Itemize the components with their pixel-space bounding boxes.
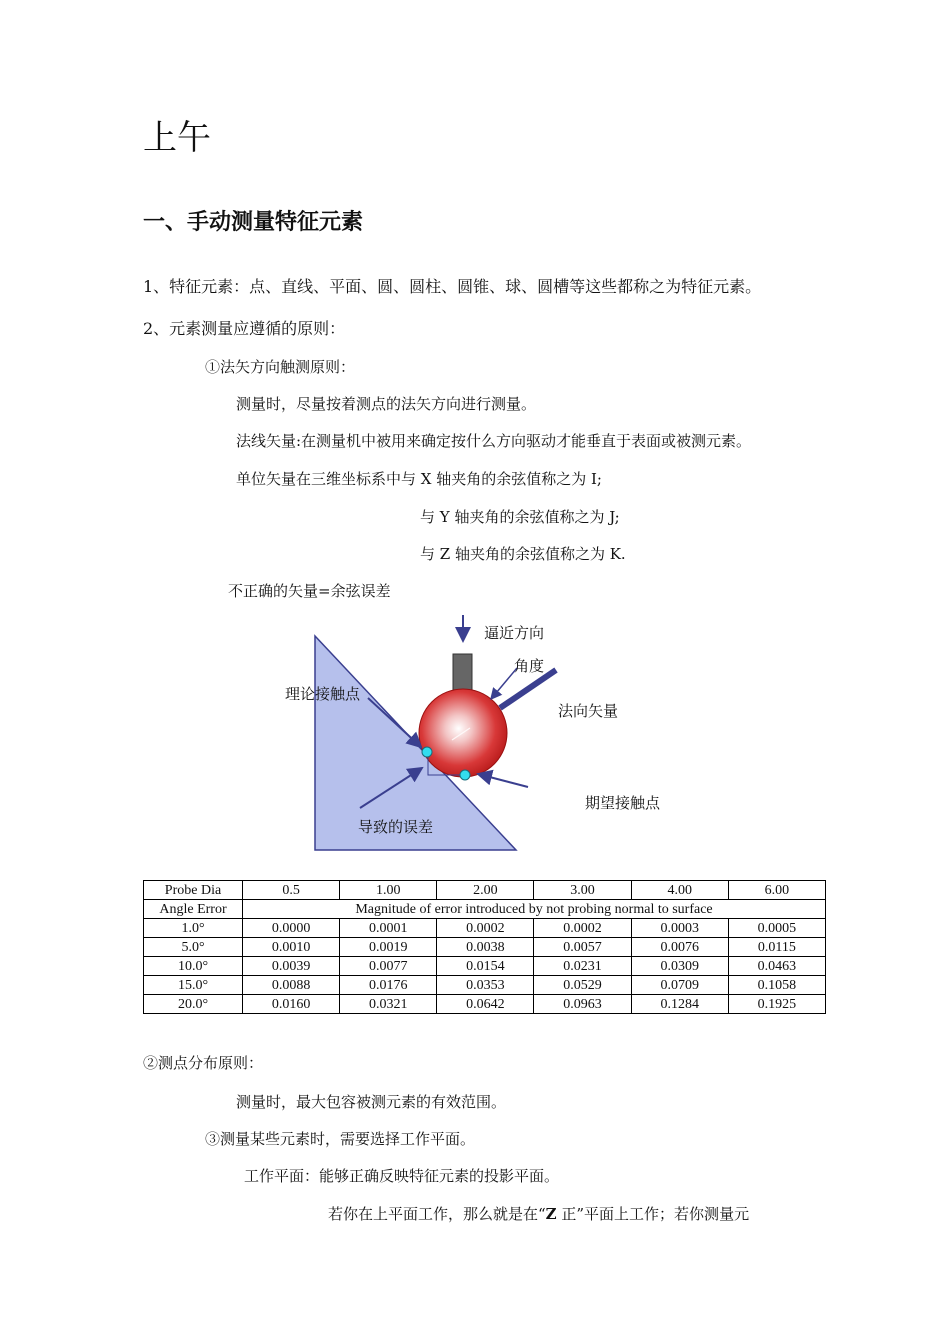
value-cell: 0.0463 bbox=[728, 957, 825, 976]
table-subheader-label: Angle Error bbox=[144, 900, 243, 919]
probe-dia-cell: 3.00 bbox=[534, 881, 631, 900]
value-cell: 0.1925 bbox=[728, 995, 825, 1014]
probe-dia-cell: 6.00 bbox=[728, 881, 825, 900]
probe-dia-cell: 2.00 bbox=[437, 881, 534, 900]
value-cell: 0.0176 bbox=[340, 976, 437, 995]
value-cell: 0.0353 bbox=[437, 976, 534, 995]
value-cell: 0.0231 bbox=[534, 957, 631, 976]
value-cell: 0.0529 bbox=[534, 976, 631, 995]
label-approach: 逼近方向 bbox=[484, 624, 545, 642]
label-normal-vector: 法向矢量 bbox=[558, 702, 619, 720]
rule1-line2: 法线矢量:在测量机中被用来确定按什么方向驱动才能垂直于表面或被测元素。 bbox=[236, 432, 752, 450]
table-row bbox=[144, 995, 826, 1014]
table-row bbox=[144, 919, 826, 938]
rule3-line1: 工作平面：能够正确反映特征元素的投影平面。 bbox=[244, 1167, 560, 1185]
value-cell: 0.0309 bbox=[631, 957, 728, 976]
page-heading: 上午 bbox=[143, 118, 211, 158]
expected-contact-point bbox=[460, 770, 470, 780]
probe-dia-cell: 0.5 bbox=[243, 881, 340, 900]
probe-dia-cell: 4.00 bbox=[631, 881, 728, 900]
rule1-title: ①法矢方向触测原则： bbox=[205, 358, 356, 376]
value-cell: 0.0001 bbox=[340, 919, 437, 938]
label-theory-contact: 理论接触点 bbox=[285, 685, 361, 703]
value-cell: 0.0154 bbox=[437, 957, 534, 976]
table-subheader-text: Magnitude of error introduced by not probing normal to surface bbox=[243, 900, 826, 919]
value-cell: 0.0642 bbox=[437, 995, 534, 1014]
theory-contact-point bbox=[422, 747, 432, 757]
expected-contact-arrow bbox=[478, 774, 528, 787]
value-cell: 0.0057 bbox=[534, 938, 631, 957]
rule1-line5: 与 Z 轴夹角的余弦值称之为 K. bbox=[420, 545, 626, 563]
table-subheader-row bbox=[144, 900, 826, 919]
value-cell: 0.0709 bbox=[631, 976, 728, 995]
probe-dia-cell: 1.00 bbox=[340, 881, 437, 900]
angle-cell: 5.0° bbox=[144, 938, 243, 957]
value-cell: 0.0003 bbox=[631, 919, 728, 938]
value-cell: 0.1058 bbox=[728, 976, 825, 995]
value-cell: 0.0000 bbox=[243, 919, 340, 938]
angle-cell: 15.0° bbox=[144, 976, 243, 995]
rule1-line3: 单位矢量在三维坐标系中与 X 轴夹角的余弦值称之为 I; bbox=[236, 470, 602, 488]
cosine-error-table bbox=[143, 880, 826, 1014]
rule1-line4: 与 Y 轴夹角的余弦值称之为 J; bbox=[420, 508, 620, 526]
section-title: 一、手动测量特征元素 bbox=[143, 210, 364, 235]
value-cell: 0.0010 bbox=[243, 938, 340, 957]
value-cell: 0.0002 bbox=[437, 919, 534, 938]
label-expected-contact: 期望接触点 bbox=[585, 794, 661, 812]
value-cell: 0.0088 bbox=[243, 976, 340, 995]
table-row bbox=[144, 976, 826, 995]
rule3-line2-part-c: 正”平面上工作；若你测量元 bbox=[556, 1205, 750, 1223]
value-cell: 0.0019 bbox=[340, 938, 437, 957]
rule1-line6: 不正确的矢量=余弦误差 bbox=[228, 582, 391, 600]
value-cell: 0.0005 bbox=[728, 919, 825, 938]
table-row bbox=[144, 957, 826, 976]
angle-cell: 1.0° bbox=[144, 919, 243, 938]
value-cell: 0.1284 bbox=[631, 995, 728, 1014]
value-cell: 0.0039 bbox=[243, 957, 340, 976]
paragraph-feature-elements: 1、特征元素：点、直线、平面、圆、圆柱、圆锥、球、圆槽等这些都称之为特征元素。 bbox=[143, 277, 762, 296]
table-row bbox=[144, 938, 826, 957]
table-header-label: Probe Dia bbox=[144, 881, 243, 900]
value-cell: 0.0115 bbox=[728, 938, 825, 957]
value-cell: 0.0038 bbox=[437, 938, 534, 957]
value-cell: 0.0160 bbox=[243, 995, 340, 1014]
label-error-caused: 导致的误差 bbox=[358, 818, 434, 836]
value-cell: 0.0321 bbox=[340, 995, 437, 1014]
rule2-title: ②测点分布原则： bbox=[143, 1054, 264, 1072]
value-cell: 0.0002 bbox=[534, 919, 631, 938]
rule2-line1: 测量时，最大包容被测元素的有效范围。 bbox=[236, 1093, 507, 1111]
label-angle: 角度 bbox=[514, 657, 545, 675]
rule3-line2 bbox=[328, 1203, 749, 1224]
angle-cell: 20.0° bbox=[144, 995, 243, 1014]
table-header-row bbox=[144, 881, 826, 900]
value-cell: 0.0077 bbox=[340, 957, 437, 976]
probe-stem bbox=[453, 654, 472, 694]
value-cell: 0.0963 bbox=[534, 995, 631, 1014]
rule1-line1: 测量时，尽量按着测点的法矢方向进行测量。 bbox=[236, 395, 537, 413]
value-cell: 0.0076 bbox=[631, 938, 728, 957]
angle-cell: 10.0° bbox=[144, 957, 243, 976]
rule3-line2-part-a: 若你在上平面工作，那么就是在“ bbox=[328, 1205, 546, 1223]
rule3-line2-axis: Z bbox=[545, 1205, 557, 1223]
paragraph-principles: 2、元素测量应遵循的原则： bbox=[143, 319, 346, 338]
rule3-title: ③测量某些元素时，需要选择工作平面。 bbox=[205, 1130, 476, 1148]
